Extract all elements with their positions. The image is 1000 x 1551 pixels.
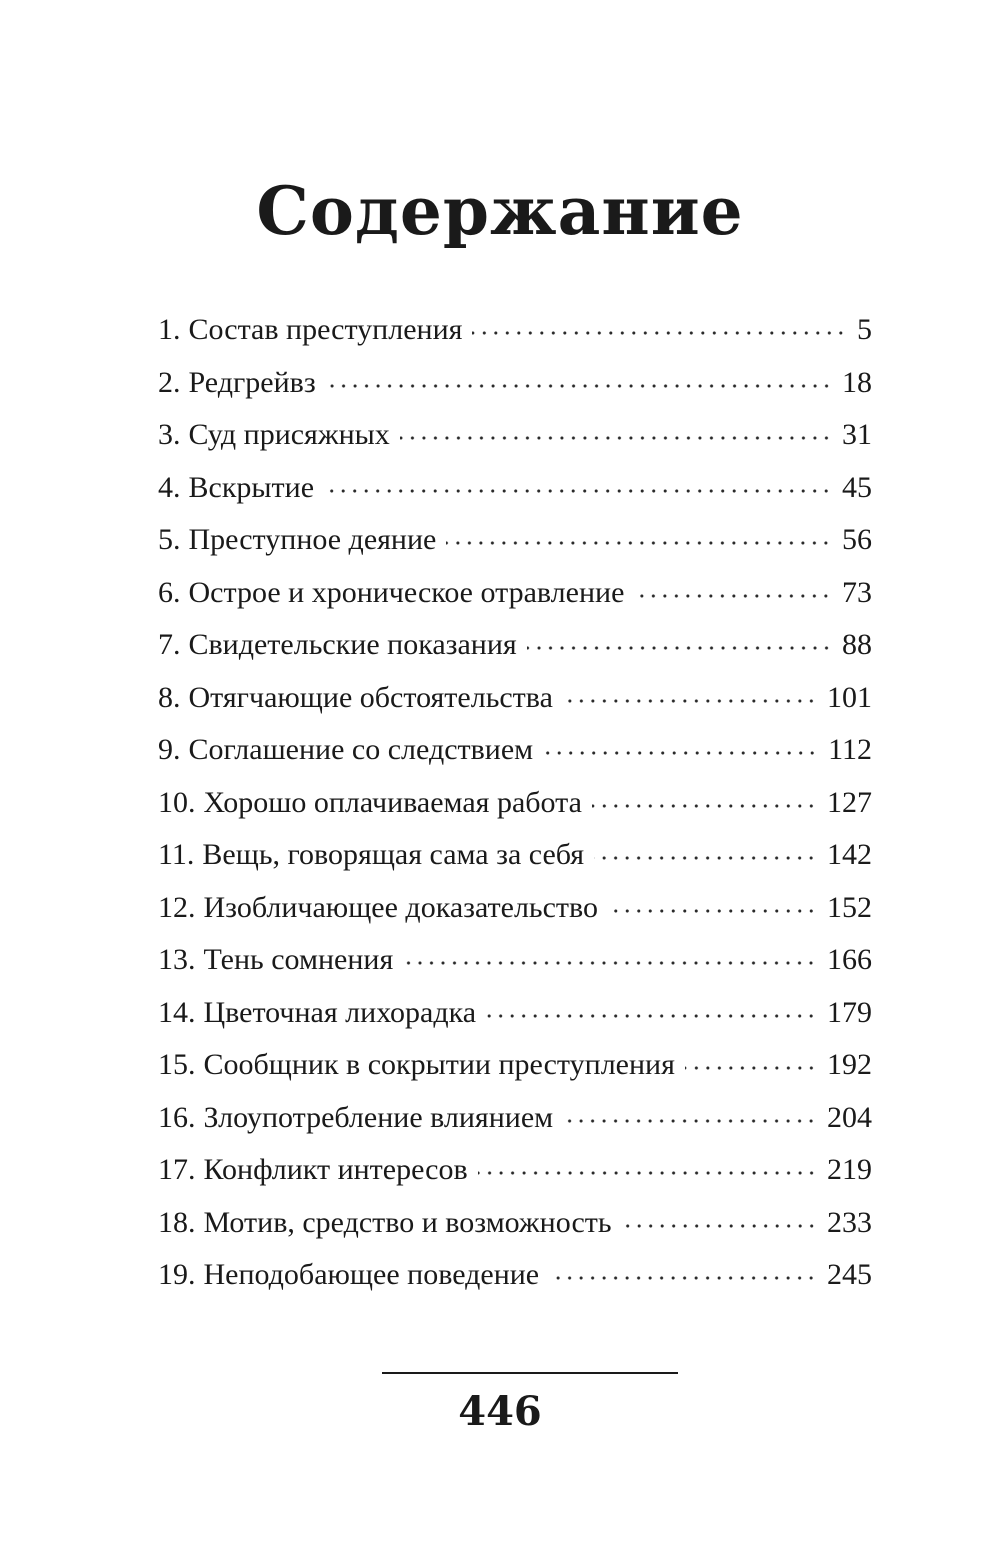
toc-entry-page: 233	[827, 1205, 872, 1239]
toc-entry	[158, 672, 872, 725]
toc-entry-title: Неподобающее поведение	[203, 1258, 540, 1291]
toc-entry-title: Вскрытие	[188, 470, 315, 504]
toc-entry-number: 4.	[158, 470, 181, 504]
toc-entry-number: 16.	[158, 1100, 196, 1134]
dot-leader	[634, 589, 832, 603]
toc-entry-page: 101	[827, 680, 872, 714]
toc-entry-number: 18.	[158, 1205, 196, 1239]
toc-entry-page: 56	[842, 523, 872, 556]
toc-entry-number: 9.	[158, 733, 181, 766]
toc-entry	[158, 1197, 872, 1250]
toc-entry	[158, 567, 872, 620]
toc-entry	[158, 1249, 872, 1302]
toc-entry-page: 204	[827, 1100, 872, 1134]
toc-entry-page: 73	[842, 575, 872, 609]
toc-entry	[158, 724, 872, 777]
toc-entry-page: 112	[828, 733, 872, 766]
toc-entry-page: 142	[827, 838, 872, 871]
dot-leader	[486, 1009, 817, 1023]
toc-entry	[158, 514, 872, 567]
toc-entry-page: 127	[827, 785, 872, 819]
dot-leader	[685, 1061, 817, 1075]
toc-entry-page: 219	[827, 1153, 872, 1186]
toc-entry-title: Редгрейвз	[188, 365, 316, 399]
toc-entry	[158, 409, 872, 462]
toc-entry	[158, 357, 872, 410]
dot-leader	[622, 1219, 817, 1233]
toc-entry-title: Конфликт интересов	[203, 1153, 468, 1186]
dot-leader	[592, 799, 817, 813]
toc-entry-number: 1.	[158, 313, 181, 346]
dot-leader	[563, 1114, 817, 1128]
toc-entry-number: 7.	[158, 628, 181, 661]
dot-leader	[324, 484, 832, 498]
toc-entry-number: 8.	[158, 680, 181, 714]
toc-entry-number: 5.	[158, 523, 181, 556]
toc-entry-title: Злоупотребление влиянием	[203, 1100, 554, 1134]
toc-entry	[158, 304, 872, 357]
toc-entry-page: 5	[857, 313, 872, 346]
toc-entry	[158, 777, 872, 830]
dot-leader	[326, 379, 832, 393]
toc-entry-number: 12.	[158, 890, 196, 924]
page-title: Содержание	[256, 172, 744, 251]
toc-entry-title: Соглашение со следствием	[188, 733, 534, 766]
toc-entry-number: 6.	[158, 575, 181, 609]
toc-entry	[158, 829, 872, 882]
toc-entry-title: Свидетельские показания	[188, 628, 517, 661]
toc-entry-number: 13.	[158, 943, 196, 976]
table-of-contents	[158, 304, 872, 1302]
toc-entry-page: 166	[827, 943, 872, 976]
toc-entry-title: Изобличающее доказательство	[203, 890, 598, 924]
dot-leader	[472, 326, 847, 340]
toc-entry-number: 14.	[158, 995, 196, 1029]
dot-leader	[594, 851, 817, 865]
dot-leader	[563, 694, 817, 708]
toc-entry-title: Состав преступления	[188, 313, 463, 346]
toc-entry-page: 192	[827, 1048, 872, 1081]
toc-entry	[158, 882, 872, 935]
toc-entry-title: Отягчающие обстоятельства	[188, 680, 553, 714]
toc-entry-page: 45	[842, 470, 872, 504]
dot-leader	[527, 641, 832, 655]
toc-entry	[158, 934, 872, 987]
toc-entry-title: Хорошо оплачиваемая работа	[203, 785, 582, 819]
dot-leader	[543, 746, 818, 760]
toc-entry	[158, 987, 872, 1040]
dot-leader	[446, 536, 832, 550]
dot-leader	[549, 1271, 817, 1285]
toc-entry-number: 11.	[158, 838, 195, 871]
toc-entry-title: Преступное деяние	[188, 523, 437, 556]
toc-entry-title: Тень сомнения	[203, 943, 394, 976]
toc-entry-page: 245	[827, 1258, 872, 1291]
toc-entry-page: 88	[842, 628, 872, 661]
toc-entry	[158, 462, 872, 515]
toc-entry-title: Мотив, средство и возможность	[203, 1205, 612, 1239]
toc-entry-page: 18	[842, 365, 872, 399]
toc-entry-page: 152	[827, 890, 872, 924]
dot-leader	[608, 904, 817, 918]
footer-rule	[382, 1372, 678, 1374]
toc-entry-page: 179	[827, 995, 872, 1029]
page-number: 446	[458, 1388, 542, 1435]
dot-leader	[403, 956, 817, 970]
toc-entry-title: Вещь, говорящая сама за себя	[202, 838, 585, 871]
toc-entry-title: Цветочная лихорадка	[203, 995, 477, 1029]
toc-entry-number: 2.	[158, 365, 181, 399]
dot-leader	[478, 1166, 817, 1180]
toc-entry-number: 10.	[158, 785, 196, 819]
toc-entry	[158, 1039, 872, 1092]
toc-entry-number: 19.	[158, 1258, 196, 1291]
toc-entry-title: Суд присяжных	[188, 418, 390, 451]
toc-entry-number: 3.	[158, 418, 181, 451]
toc-entry	[158, 1092, 872, 1145]
toc-entry	[158, 1144, 872, 1197]
toc-entry-title: Острое и хроническое отравление	[188, 575, 625, 609]
toc-entry-title: Сообщник в сокрытии преступления	[203, 1048, 675, 1081]
toc-entry-page: 31	[842, 418, 872, 451]
toc-entry-number: 17.	[158, 1153, 196, 1186]
dot-leader	[400, 431, 832, 445]
toc-entry	[158, 619, 872, 672]
toc-entry-number: 15.	[158, 1048, 196, 1081]
